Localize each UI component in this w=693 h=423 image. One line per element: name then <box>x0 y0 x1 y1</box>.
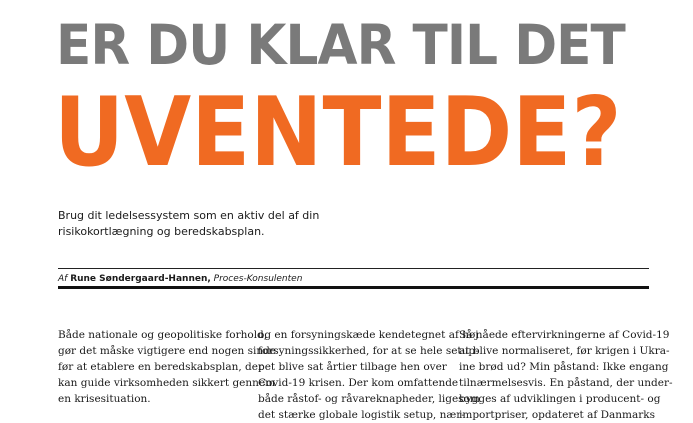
body-line: Covid-19 krisen. Der kom omfattende <box>258 377 459 389</box>
lead-paragraph <box>58 208 398 240</box>
body-line: gør det måske vigtigere end nogen sinde <box>58 345 277 357</box>
body-line: kan guide virksomheden sikkert gennem <box>58 377 276 389</box>
body-line: importpriser, opdateret af Danmarks <box>459 409 655 421</box>
body-line: bygges af udviklingen i producent- og <box>459 393 661 405</box>
body-line: og en forsyningskæde kendetegnet af høj <box>258 329 479 341</box>
headline-line-2: UVENTEDE? <box>54 78 622 188</box>
body-line: både råstof- og råvareknapheder, ligesom <box>258 393 480 405</box>
body-line: forsyningssikkerhed, for at se hele setup- <box>258 345 479 357</box>
body-line: en krisesituation. <box>58 393 151 405</box>
lead-line: risikokortlægning og beredskabsplan. <box>58 225 265 238</box>
body-line: at blive normaliseret, før krigen i Ukra- <box>459 345 670 357</box>
body-line: før at etablere en beredskabsplan, der <box>58 361 263 373</box>
body-line: ine brød ud? Min påstand: Ikke engang <box>459 361 669 373</box>
byline <box>58 273 302 285</box>
byline-organization: Proces-Konsulenten <box>210 274 303 284</box>
body-line: tilnærmelsesvis. En påstand, der under- <box>459 377 673 389</box>
byline-bottom-rule <box>58 286 649 289</box>
byline-author: Rune Søndergaard-Hannen, <box>70 274 211 284</box>
body-line: pet blive sat årtier tilbage hen over <box>258 361 447 373</box>
body-column-3 <box>459 327 673 423</box>
body-line: det stærke globale logistik setup, nær- <box>258 409 465 421</box>
body-column-1 <box>58 327 277 407</box>
byline-prefix: Af <box>58 274 71 284</box>
body-line: Både nationale og geopolitiske forhold, <box>58 329 268 341</box>
headline-line-1: ER DU KLAR TIL DET <box>56 13 625 77</box>
body-line: Så nåede eftervirkningerne af Covid-19 <box>459 329 670 341</box>
byline-top-rule <box>58 268 649 269</box>
lead-line: Brug dit ledelsessystem som en aktiv del af din <box>58 209 320 222</box>
body-column-2 <box>258 327 480 423</box>
